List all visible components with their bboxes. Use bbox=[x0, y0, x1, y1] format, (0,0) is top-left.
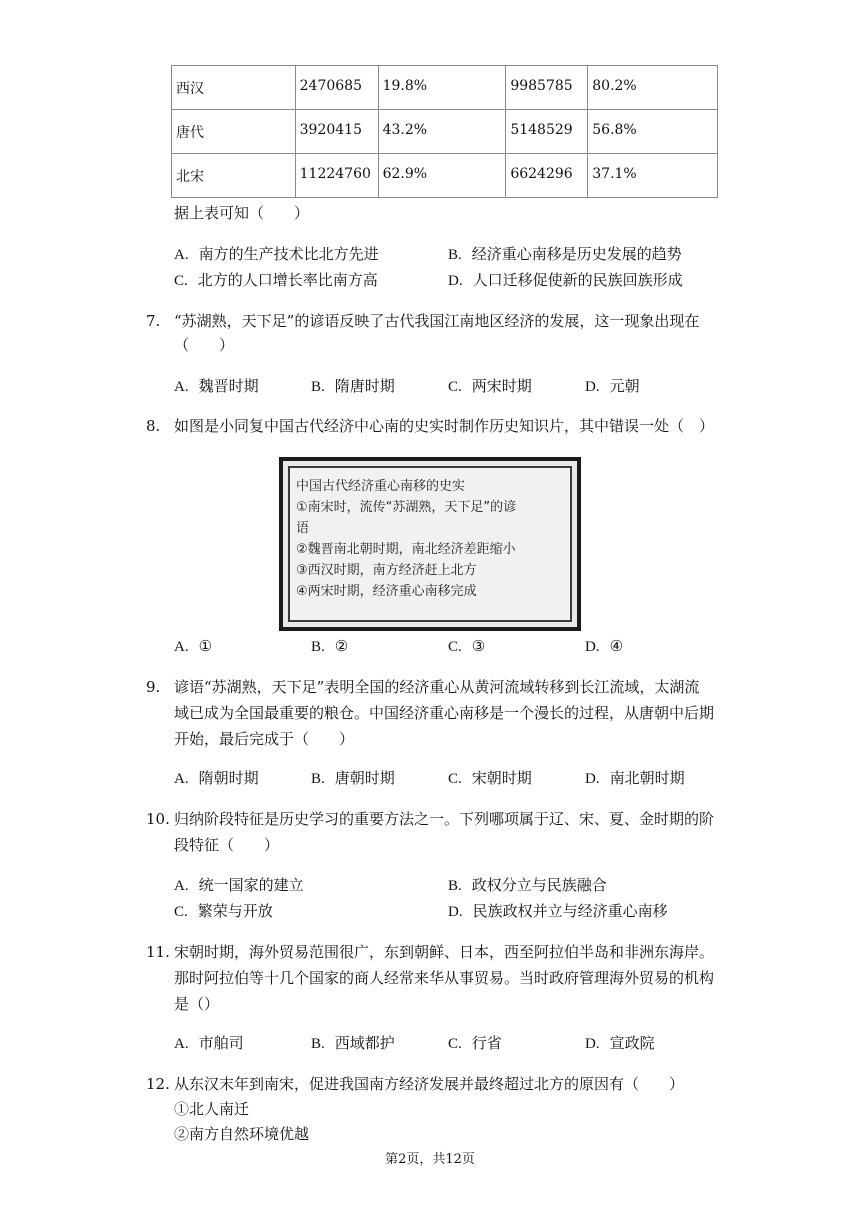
q9-number: 9. bbox=[146, 678, 161, 696]
q12-item1: ①北人南迁 bbox=[174, 1100, 250, 1118]
q6-option-b[interactable]: B. 经济重心南移是历史发展的趋势 bbox=[448, 245, 682, 263]
table-row bbox=[172, 110, 718, 154]
table-row bbox=[172, 66, 718, 110]
q7-option-b[interactable]: B. 隋唐时期 bbox=[311, 377, 395, 395]
table-cell: 2470685 bbox=[295, 66, 378, 110]
q10-number: 10. bbox=[146, 810, 170, 828]
q7-option-d[interactable]: D. 元朝 bbox=[585, 377, 640, 395]
table-cell: 43.2% bbox=[378, 110, 506, 154]
card-title: 中国古代经济重心南移的史实 bbox=[296, 479, 466, 494]
table-row bbox=[172, 154, 718, 198]
q8-number: 8. bbox=[146, 417, 161, 435]
q11-option-a[interactable]: A. 市舶司 bbox=[174, 1034, 244, 1052]
q8-option-c[interactable]: C. ③ bbox=[448, 637, 486, 655]
q10-option-a[interactable]: A. 统一国家的建立 bbox=[174, 876, 304, 894]
q8-option-d[interactable]: D. ④ bbox=[585, 637, 624, 655]
q11-option-c[interactable]: C. 行省 bbox=[448, 1034, 502, 1052]
q9-option-d[interactable]: D. 南北朝时期 bbox=[585, 769, 685, 787]
q11-line3: 是（） bbox=[174, 995, 220, 1013]
page-footer: 第2页，共12页 bbox=[385, 1152, 475, 1167]
q11-option-b[interactable]: B. 西域都护 bbox=[311, 1034, 395, 1052]
q6-option-c[interactable]: C. 北方的人口增长率比南方高 bbox=[174, 271, 378, 289]
q7-stem-line1: “苏湖熟，天下足”的谚语反映了古代我国江南地区经济的发展，这一现象出现在 bbox=[174, 312, 700, 330]
q10-line1: 归纳阶段特征是历史学习的重要方法之一。下列哪项属于辽、宋、夏、金时期的阶 bbox=[174, 810, 715, 828]
card-line-1: ①南宋时，流传“苏湖熟，天下足”的谚 bbox=[296, 500, 517, 515]
q7-option-c[interactable]: C. 两宋时期 bbox=[448, 377, 532, 395]
history-knowledge-card bbox=[279, 457, 581, 631]
table-cell: 5148529 bbox=[506, 110, 588, 154]
table-cell: 9985785 bbox=[506, 66, 588, 110]
q12-number: 12. bbox=[146, 1075, 170, 1093]
q11-line1: 宋朝时期，海外贸易范围很广，东到朝鲜、日本，西至阿拉伯半岛和非洲东海岸。 bbox=[174, 943, 715, 961]
q7-number: 7. bbox=[146, 312, 161, 330]
card-line-4: ④两宋时期，经济重心南移完成 bbox=[296, 584, 477, 599]
q7-option-a[interactable]: A. 魏晋时期 bbox=[174, 377, 259, 395]
q10-line2: 段特征（ ） bbox=[174, 836, 280, 854]
table-cell: 北宋 bbox=[172, 154, 296, 198]
q9-option-a[interactable]: A. 隋朝时期 bbox=[174, 769, 259, 787]
q11-line2: 那时阿拉伯等十几个国家的商人经常来华从事贸易。当时政府管理海外贸易的机构 bbox=[174, 969, 715, 987]
population-table bbox=[171, 65, 718, 198]
q10-option-d[interactable]: D. 民族政权并立与经济重心南移 bbox=[448, 902, 668, 920]
q9-line3: 开始，最后完成于（ ） bbox=[174, 730, 355, 748]
card-inner-frame bbox=[288, 466, 572, 622]
q7-stem-line2: （ ） bbox=[174, 336, 235, 354]
table-cell: 6624296 bbox=[506, 154, 588, 198]
table-cell: 80.2% bbox=[588, 66, 718, 110]
q6-option-d[interactable]: D. 人口迁移促使新的民族回族形成 bbox=[448, 271, 683, 289]
table-cell: 3920415 bbox=[295, 110, 378, 154]
card-text bbox=[296, 476, 564, 602]
q9-option-b[interactable]: B. 唐朝时期 bbox=[311, 769, 395, 787]
q9-line1: 谚语“苏湖熟，天下足”表明全国的经济重心从黄河流域转移到长江流域，太湖流 bbox=[174, 678, 700, 696]
table-cell: 唐代 bbox=[172, 110, 296, 154]
q8-stem: 如图是小同复中国古代经济中心南的史实时制作历史知识片，其中错误一处（ ） bbox=[174, 417, 715, 435]
table-cell: 西汉 bbox=[172, 66, 296, 110]
card-line-1-cont: 语 bbox=[296, 521, 310, 536]
table-cell: 62.9% bbox=[378, 154, 506, 198]
q12-line1: 从东汉末年到南宋，促进我国南方经济发展并最终超过北方的原因有（ ） bbox=[174, 1075, 685, 1093]
card-line-2: ②魏晋南北朝时期，南北经济差距缩小 bbox=[296, 542, 516, 557]
q11-number: 11. bbox=[146, 943, 170, 961]
q8-option-a[interactable]: A. ① bbox=[174, 637, 213, 655]
q8-option-b[interactable]: B. ② bbox=[311, 637, 349, 655]
table-cell: 56.8% bbox=[588, 110, 718, 154]
q9-option-c[interactable]: C. 宋朝时期 bbox=[448, 769, 532, 787]
q9-line2: 域已成为全国最重要的粮仓。中国经济重心南移是一个漫长的过程，从唐朝中后期 bbox=[174, 704, 715, 722]
q6-option-a[interactable]: A. 南方的生产技术比北方先进 bbox=[174, 245, 379, 263]
q12-item2: ②南方自然环境优越 bbox=[174, 1125, 310, 1143]
q10-option-b[interactable]: B. 政权分立与民族融合 bbox=[448, 876, 607, 894]
q11-option-d[interactable]: D. 宣政院 bbox=[585, 1034, 655, 1052]
q10-option-c[interactable]: C. 繁荣与开放 bbox=[174, 902, 273, 920]
table-cell: 37.1% bbox=[588, 154, 718, 198]
card-line-3: ③西汉时期，南方经济赶上北方 bbox=[296, 563, 477, 578]
q6-stem: 据上表可知（ ） bbox=[174, 204, 310, 222]
table-cell: 19.8% bbox=[378, 66, 506, 110]
table-cell: 11224760 bbox=[295, 154, 378, 198]
